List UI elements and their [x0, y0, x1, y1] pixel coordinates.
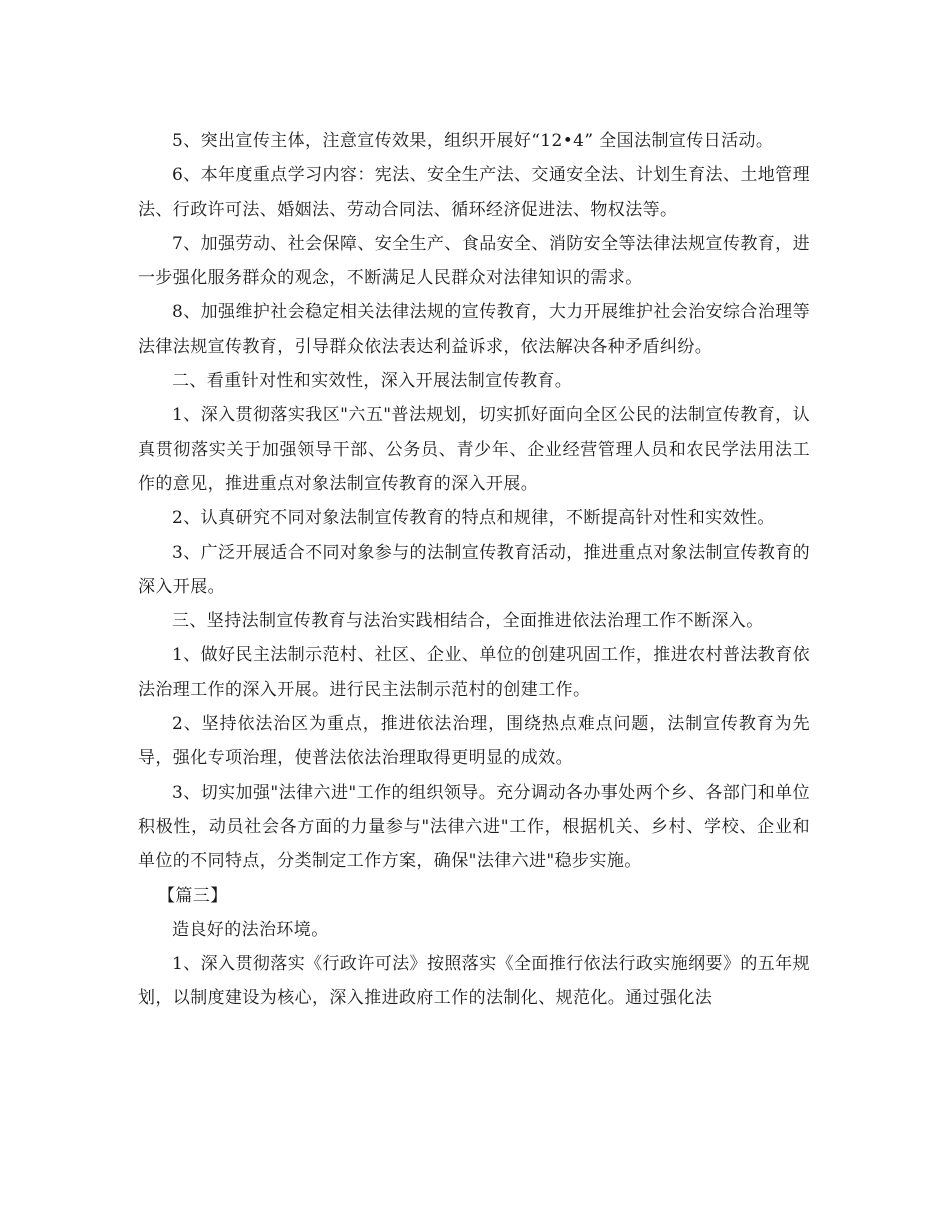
paragraph-section2-item-3: 3、广泛开展适合不同对象参与的法制宣传教育活动，推进重点对象法制宣传教育的深入开展。 [138, 542, 810, 597]
paragraph-section2-item-2: 2、认真研究不同对象法制宣传教育的特点和规律，不断提高针对性和实效性。 [172, 508, 775, 529]
paragraph-legal-environment: 造良好的法治环境。 [172, 919, 329, 940]
paragraph-administrative-license: 1、深入贯彻落实《行政许可法》按照落实《全面推行依法行政实施纲要》的五年规划，以制度建设为核心，深入推进政府工作的法制化、规范化。通过强化法 [138, 954, 810, 1009]
paragraph-section3-item-3: 3、切实加强"法律六进"工作的组织领导。充分调动各办事处两个乡、各部门和单位积极性，动员社会各方面的力量参与"法律六进"工作，根据机关、乡村、学校、企业和单位的不同特点，分类制定工作方案，确保"法律六进"稳步实施。 [138, 782, 810, 872]
paragraph-item-5-publicity: 5、突出宣传主体，注意宣传效果，组织开展好“12•4” 全国法制宣传日活动。 [172, 131, 774, 151]
paragraph-item-6-study-content: 6、本年度重点学习内容：宪法、安全生产法、交通安全法、计划生育法、土地管理法、行政许可法、婚姻法、劳动合同法、循环经济促进法、物权法等。 [138, 165, 810, 220]
paragraph-item-7-labor-safety: 7、加强劳动、社会保障、安全生产、食品安全、消防安全等法律法规宣传教育，进一步强化服务群众的观念，不断满足人民群众对法律知识的需求。 [138, 233, 810, 289]
paragraph-item-8-social-stability: 8、加强维护社会稳定相关法律法规的宣传教育，大力开展维护社会治安综合治理等法律法规宣传教育，引导群众依法表达利益诉求，依法解决各种矛盾纠纷。 [138, 302, 810, 357]
document-body [138, 124, 810, 1016]
section-heading-3: 三、坚持法制宣传教育与法治实践相结合，全面推进依法治理工作不断深入。 [172, 611, 764, 632]
section-heading-2: 二、看重针对性和实效性，深入开展法制宣传教育。 [172, 371, 573, 392]
paragraph-section3-item-2: 2、坚持依法治区为重点，推进依法治理，围绕热点难点问题，法制宣传教育为先导，强化专项治理，使普法依法治理取得更明显的成效。 [138, 714, 810, 769]
chapter-heading-part-three: 【篇三】 [158, 885, 228, 906]
paragraph-section3-item-1: 1、做好民主法制示范村、社区、企业、单位的创建巩固工作，推进农村普法教育依法治理工作的深入开展。进行民主法制示范村的创建工作。 [138, 645, 810, 700]
paragraph-section2-item-1: 1、深入贯彻落实我区"六五"普法规划，切实抓好面向全区公民的法制宣传教育，认真贯彻落实关于加强领导干部、公务员、青少年、企业经营管理人员和农民学法用法工作的意见，推进重点对象法制宣传教育的深入开展。 [138, 405, 810, 494]
